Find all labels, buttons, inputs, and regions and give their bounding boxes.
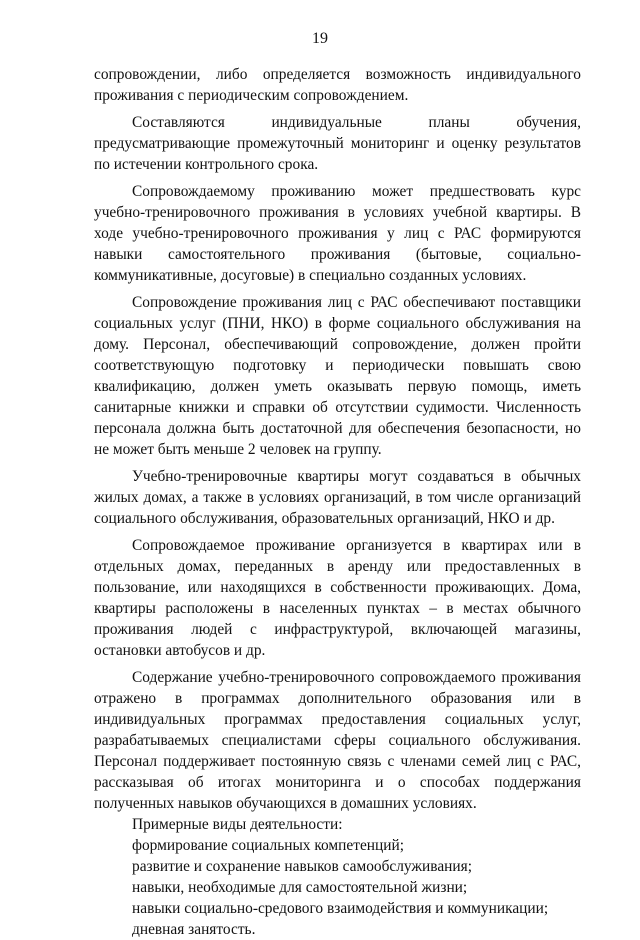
paragraph-6: Сопровождаемое проживание организуется в квартирах или в отдельных домах, переданных в аренду или предоставленных в пользование, или находящихся в собственности проживающих. Дома, квартиры расположены в населенных пунктах – в местах обычного проживания людей с инфраструктурой, включающей магазины, остановки автобусов и др. <box>94 537 581 659</box>
activities-list <box>94 814 581 940</box>
activities-intro: Примерные виды деятельности: <box>132 816 343 833</box>
paragraph-7: Содержание учебно-тренировочного сопровождаемого проживания отражено в программах дополнительного образования или в индивидуальных программах предоставления социальных услуг, разрабатываемых специалистами сферы социального обслуживания. Персонал поддерживает постоянную связь с членами семей лиц с РАС, рассказывая об итогах мониторинга и о способах поддержания полученных навыков обучающихся в домашних условиях. <box>94 669 581 812</box>
paragraph-3: Сопровождаемому проживанию может предшествовать курс учебно-тренировочного проживания в условиях учебной квартиры. В ходе учебно-тренировочного проживания у лиц с РАС формируются навыки самостоятельного проживания (бытовые, социально-коммуникативные, досуговые) в специально созданных условиях. <box>94 183 581 284</box>
page-number: 19 <box>312 30 328 47</box>
activity-item: дневная занятость. <box>132 921 256 938</box>
paragraph-1: сопровождении, либо определяется возможность индивидуального проживания с периодическим сопровождением. <box>94 66 581 104</box>
activity-item: навыки социально-средового взаимодействия и коммуникации; <box>132 900 549 917</box>
activity-item: развитие и сохранение навыков самообслуживания; <box>132 858 473 875</box>
paragraph-5: Учебно-тренировочные квартиры могут создаваться в обычных жилых домах, а также в условиях организаций, в том числе организаций социального обслуживания, образовательных организаций, НКО и др. <box>94 468 581 527</box>
paragraph-2: Составляются индивидуальные планы обучения, предусматривающие промежуточный мониторинг и оценку результатов по истечении контрольного срока. <box>94 114 581 173</box>
paragraph-4: Сопровождение проживания лиц с РАС обеспечивают поставщики социальных услуг (ПНИ, НКО) в форме социального обслуживания на дому. Персонал, обеспечивающий сопровождение, должен пройти соответствующую подготовку и периодически повышать свою квалификацию, должен уметь оказывать первую помощь, иметь санитарные книжки и справки об отсутствии судимости. Численность персонала должна быть достаточной для обеспечения безопасности, но не может быть меньше 2 человек на группу. <box>94 294 581 458</box>
document-body <box>94 64 581 940</box>
activity-item: формирование социальных компетенций; <box>132 837 405 854</box>
activity-item: навыки, необходимые для самостоятельной жизни; <box>132 879 468 896</box>
